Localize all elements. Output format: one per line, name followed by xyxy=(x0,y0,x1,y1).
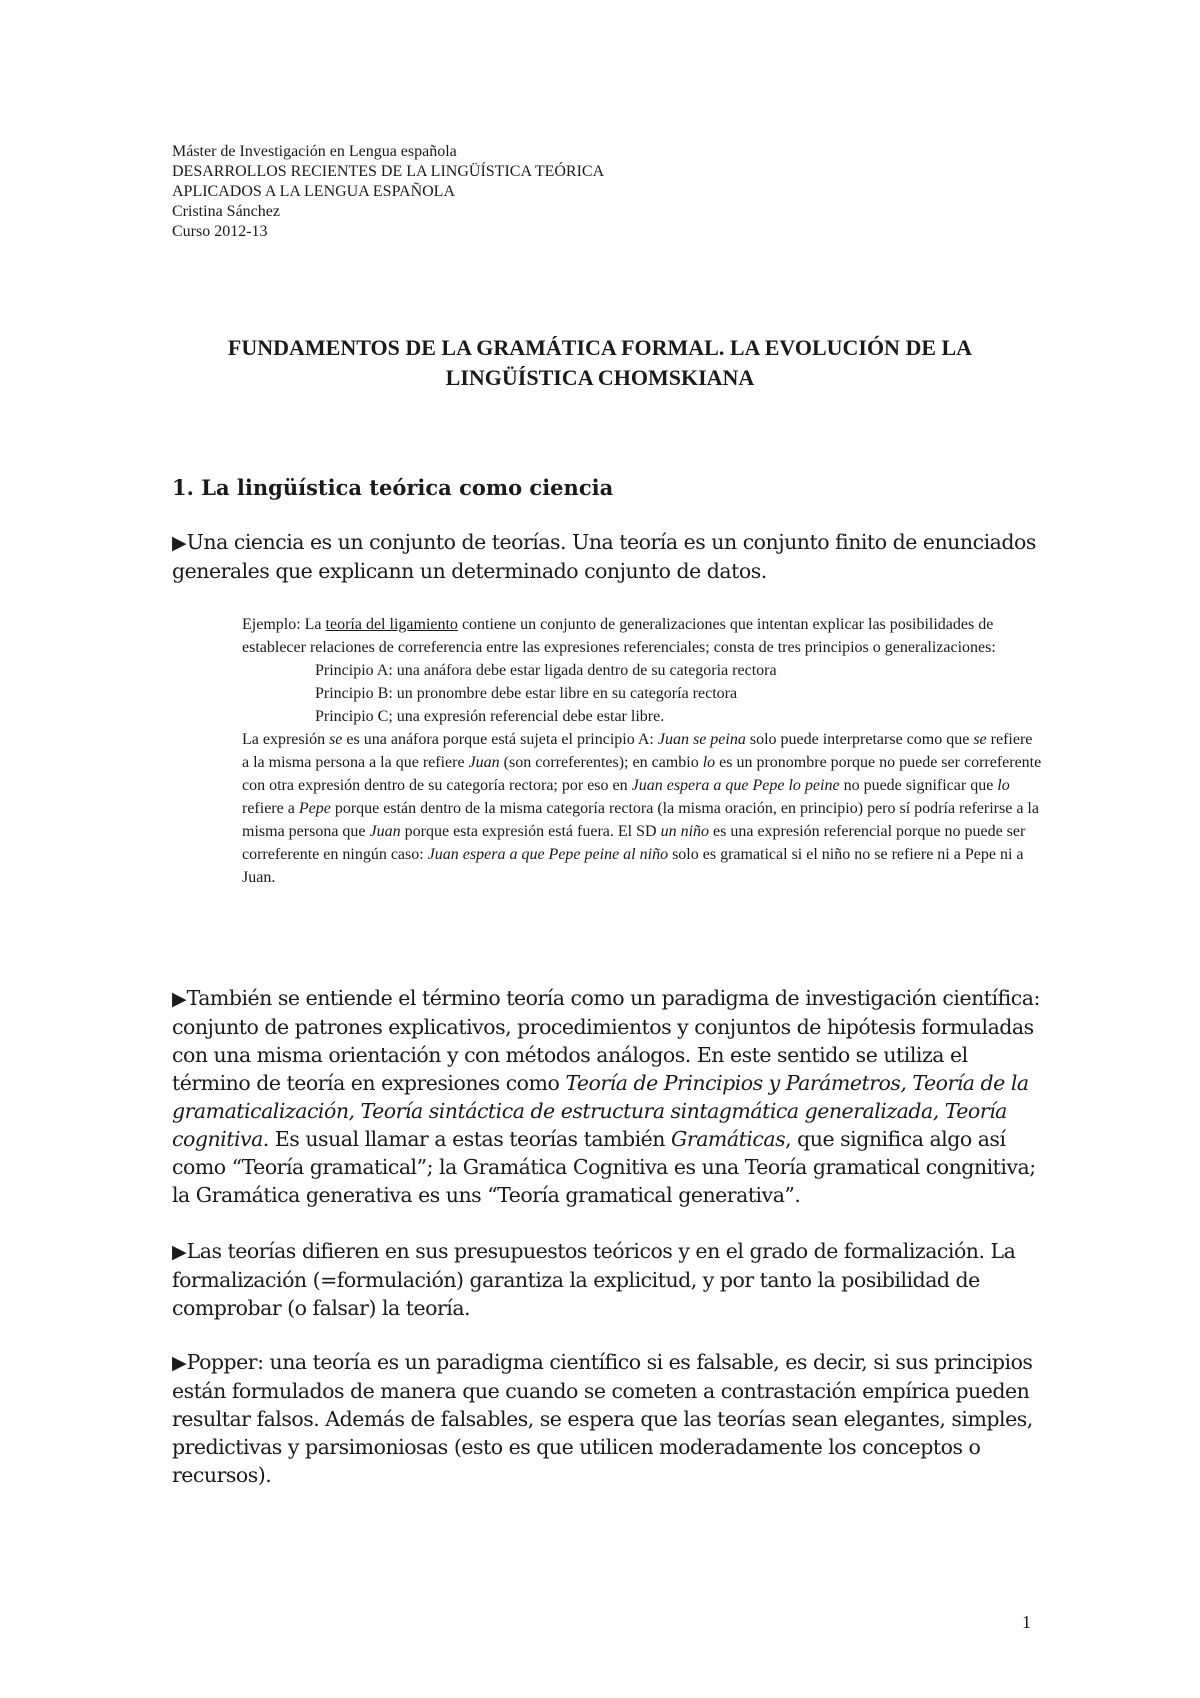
principle-b: Principio B: un pronombre debe estar libre en su categoría rectora xyxy=(315,685,738,702)
principle-a: Principio A: una anáfora debe estar ligada dentro de su categoria rectora xyxy=(315,662,777,679)
paragraph-science xyxy=(172,528,1048,585)
header-program: Máster de Investigación en Lengua española xyxy=(172,143,457,160)
paragraph-paradigm: ▶También se entiende el término teoría como un paradigma de investigación científica: conjunto de patrones explicativos, procedimientos y conjuntos de hipótesis formuladas con una misma orientación y con métodos análogos. En este sentido se utiliza el término de teoría en expresiones como Teoría de Principios y Parámetros, Teoría de la gramaticalización, Teoría sintáctica de estructura sintagmática generalizada, Teoría cognitiva. Es usual llamar a estas teorías también Gramáticas, que significa algo así como “Teoría gramatical”; la Gramática Cognitiva es una Teoría gramatical congnitiva; la Gramática generativa es uns “Teoría gramatical generativa”. xyxy=(172,986,1040,1207)
document-header xyxy=(172,142,604,242)
paragraph-text: Las teorías difieren en sus presupuestos teóricos y en el grado de formalización. La formalización (=formulación) garantiza la explicitud, y por tanto la posibilidad de comprobar (o falsar) la teoría. xyxy=(172,1239,1016,1320)
paragraph-popper xyxy=(172,1348,1048,1489)
header-author: Cristina Sánchez xyxy=(172,203,280,220)
header-course-title: DESARROLLOS RECIENTES DE LA LINGÜÍSTICA TEÓRICA xyxy=(172,163,605,180)
example-intro xyxy=(242,613,1042,659)
bullet-triangle-icon: ▶ xyxy=(172,1352,187,1374)
bullet-triangle-icon: ▶ xyxy=(172,1241,187,1263)
title-line-2: LINGÜÍSTICA CHOMSKIANA xyxy=(445,365,755,390)
example-block xyxy=(242,613,1042,889)
header-year: Curso 2012-13 xyxy=(172,223,268,240)
bullet-triangle-icon: ▶ xyxy=(172,988,187,1010)
section-heading: 1. La lingüística teórica como ciencia xyxy=(172,475,614,500)
page-number: 1 xyxy=(1022,1612,1031,1632)
paragraph-text: Una ciencia es un conjunto de teorías. Una teoría es un conjunto finito de enunciados generales que explicann un determinado conjunto de datos. xyxy=(172,530,1036,583)
example-explanation: La expresión se es una anáfora porque está sujeta el principio A: Juan se peina solo puede interpretarse como que se refiere a la misma persona a la que refiere Juan (son correferentes); en cambio lo es un pronombre porque no puede ser correferente con otra expresión dentro de su categoría rectora; por eso en Juan espera a que Pepe lo peine no puede significar que lo refiere a Pepe porque están dentro de la misma categoría rectora (la misma oración, en principio) pero sí podría referirse a la misma persona que Juan porque esta expresión está fuera. El SD un niño es una expresión referencial porque no puede ser correferente en ningún caso: Juan espera a que Pepe peine al niño solo es gramatical si el niño no se refiere ni a Pepe ni a Juan. xyxy=(242,731,1042,886)
example-underlined-term: teoría del ligamiento xyxy=(325,616,458,633)
paragraph-text: Popper: una teoría es un paradigma científico si es falsable, es decir, si sus principios están formulados de manera que cuando se cometen a contrastación empírica pueden resultar falsos. Además de falsables, se espera que las teorías sean elegantes, simples, predictivas y parsimoniosas (esto es que utilicen moderadamente los conceptos o recursos). xyxy=(172,1350,1033,1487)
bullet-triangle-icon: ▶ xyxy=(172,532,187,554)
example-intro-suffix: contiene un conjunto de generalizaciones que intentan explicar las posibilidades de establecer relaciones de correferencia entre las expresiones referenciales; consta de tres principios o generalizaciones: xyxy=(242,616,996,656)
paragraph-formalization xyxy=(172,1237,1048,1322)
header-course-title-cont: APLICADOS A LA LENGUA ESPAÑOLA xyxy=(172,183,455,200)
title-line-1: FUNDAMENTOS DE LA GRAMÁTICA FORMAL. LA EVOLUCIÓN DE LA xyxy=(227,335,973,360)
example-intro-prefix: Ejemplo: La xyxy=(242,616,326,633)
document-title xyxy=(150,333,1050,393)
principle-c: Principio C; una expresión referencial debe estar libre. xyxy=(315,708,665,725)
